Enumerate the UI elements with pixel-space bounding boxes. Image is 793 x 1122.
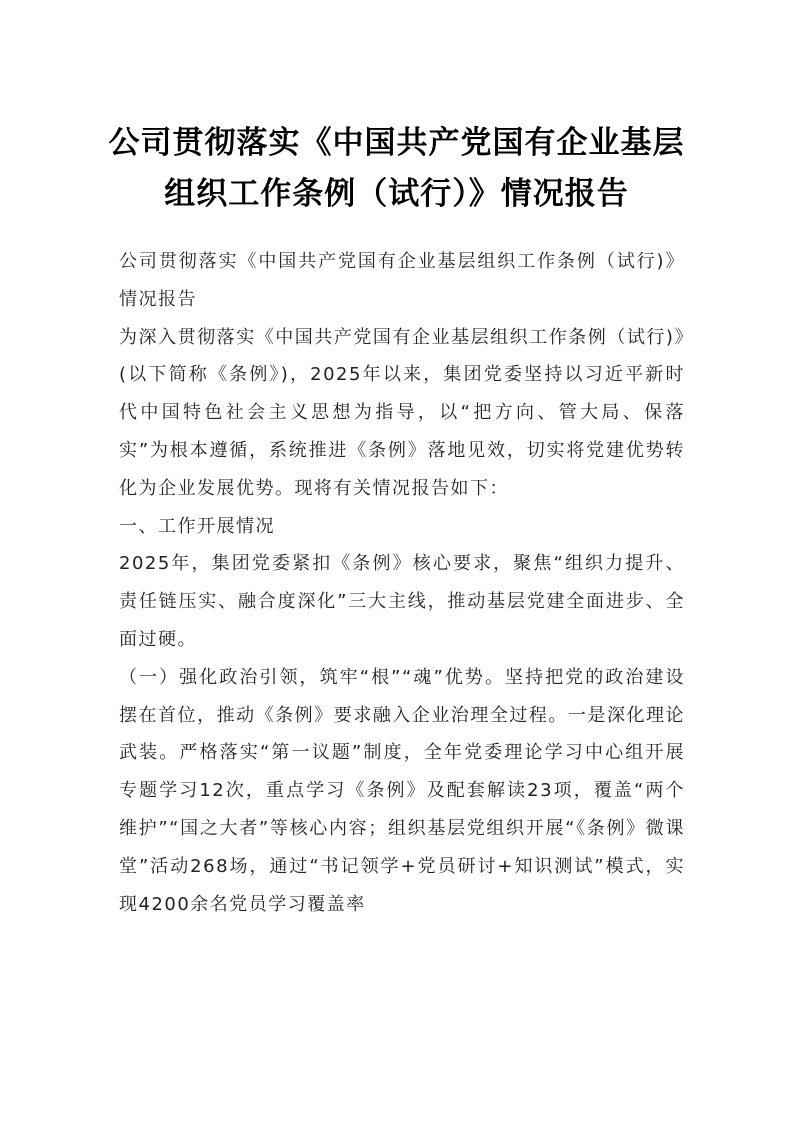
summary-paragraph: 2025年，集团党委紧扣《条例》核心要求，聚焦“组织力提升、责任链压实、融合度深化”三大主线，推动基层党建全面进步、全面过硬。	[119, 553, 685, 650]
intro-paragraph: 为深入贯彻落实《中国共产党国有企业基层组织工作条例（试行)》(以下简称《条例》)，2025年以来，集团党委坚持以习近平新时代中国特色社会主义思想为指导，以“把方向、管大局、保落实”为根本遵循，系统推进《条例》落地见效，切实将党建优势转化为企业发展优势。现将有关情况报告如下：	[119, 326, 685, 499]
subtitle-paragraph: 公司贯彻落实《中国共产党国有企业基层组织工作条例（试行)》情况报告	[119, 251, 685, 310]
document-title: 公司贯彻落实《中国共产党国有企业基层组织工作条例（试行）》情况报告	[108, 125, 685, 212]
body-paragraph: （一）强化政治引领，筑牢“根”“魂”优势。坚持把党的政治建设摆在首位，推动《条例》要求融入企业治理全过程。一是深化理论武装。严格落实“第一议题”制度，全年党委理论学习中心组开展专题学习12次，重点学习《条例》及配套解读23项，覆盖“两个维护”“国之大者”等核心内容；组织基层党组织开展“《条例》微课堂”活动268场，通过“书记领学+党员研讨+知识测试”模式，实现4200余名党员学习覆盖率	[119, 666, 685, 915]
section-heading: 一、工作开展情况	[119, 515, 275, 537]
document-body	[119, 243, 685, 923]
